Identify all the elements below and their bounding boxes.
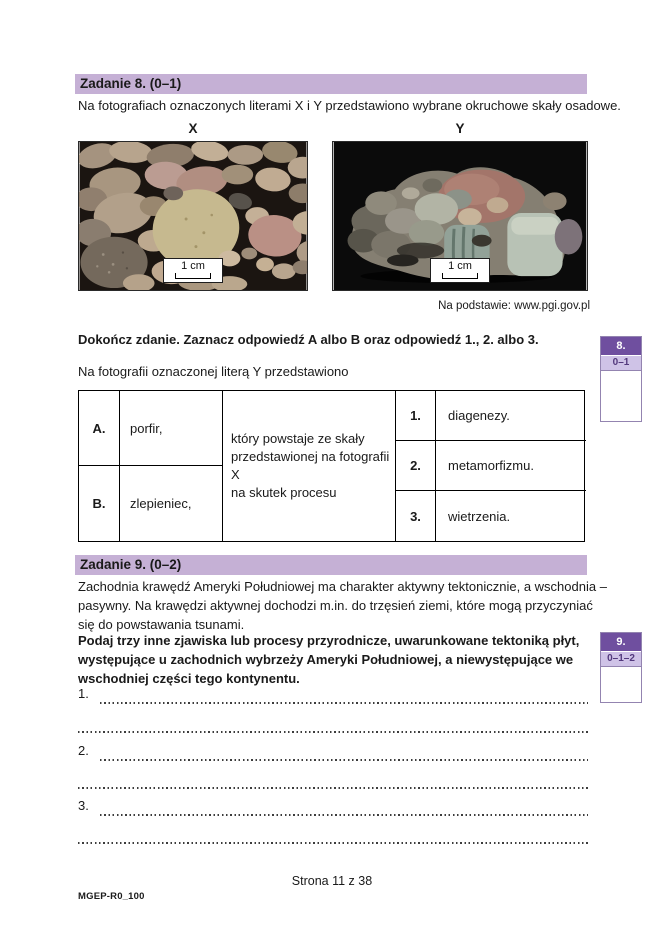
dotted-line: [78, 842, 588, 844]
task9-margin-number: 9.: [601, 633, 641, 651]
dotted-line: [100, 759, 588, 761]
task8-intro: Na fotografiach oznaczonych literami X i Y przedstawiono wybrane okruchowe skały osadowe.: [78, 98, 621, 113]
task9-intro: Zachodnia krawędź Ameryki Południowej ma charakter aktywny tektonicznie, a wschodnia – pasywny. Na krawędzi aktywnej dochodzi m.in. do trzęsień ziemi, które mogą przyczyniać się do powstawania tsunami.: [78, 579, 607, 632]
task8-header-label: Zadanie 8. (0–1): [80, 76, 182, 91]
option-2-text: metamorfizmu.: [436, 441, 586, 491]
answer-line-3b: [78, 830, 588, 844]
option-1-key: 1.: [396, 391, 436, 441]
answer-line-3: [78, 798, 588, 816]
answer-line-1-number: 1.: [78, 686, 89, 701]
task9-header-label: Zadanie 9. (0–2): [80, 557, 182, 572]
answer-line-1b: [78, 719, 588, 733]
page-number: Strona 11 z 38: [291, 874, 373, 888]
answer-line-1: [78, 686, 588, 704]
task9-margin-box: [600, 632, 642, 703]
task8-answer-table: [78, 390, 585, 542]
task8-stem: Na fotografii oznaczonej literą Y przedstawiono: [78, 364, 349, 379]
option-3-key: 3.: [396, 491, 436, 541]
option-2-key: 2.: [396, 441, 436, 491]
table-middle-text: który powstaje ze skały przedstawionej na fotografii X na skutek procesu: [223, 391, 396, 541]
answer-line-2b: [78, 775, 588, 789]
option-1-text: diagenezy.: [436, 391, 586, 441]
answer-line-2: [78, 743, 588, 761]
dotted-line: [100, 702, 588, 704]
photo-y-scalebar: [430, 258, 490, 283]
task9-margin-empty: [601, 666, 641, 702]
photo-x-scalebar: [163, 258, 223, 283]
photo-y-scale-label: 1 cm: [448, 260, 472, 272]
answer-line-3-number: 3.: [78, 798, 89, 813]
task8-instruction: Dokończ zdanie. Zaznacz odpowiedź A albo B oraz odpowiedź 1., 2. albo 3.: [78, 332, 539, 347]
option-a-key: A.: [79, 391, 120, 466]
photo-source: Na podstawie: www.pgi.gov.pl: [438, 300, 590, 312]
task8-margin-number: 8.: [601, 337, 641, 355]
exam-code: MGEP-R0_100: [78, 891, 145, 902]
answer-line-2-number: 2.: [78, 743, 89, 758]
task8-margin-score: 0–1: [601, 355, 641, 370]
option-b-key: B.: [79, 466, 120, 541]
task9-task: Podaj trzy inne zjawiska lub procesy przyrodnicze, uwarunkowane tektoniką płyt, występujące u zachodnich wybrzeży Ameryki Południowej, a niewystępujące we wschodniej części tego kontynentu.: [78, 633, 580, 686]
option-b-text: zlepieniec,: [120, 466, 223, 541]
dotted-line: [100, 814, 588, 816]
task8-margin-box: [600, 336, 642, 422]
task9-margin-score: 0–1–2: [601, 651, 641, 666]
dotted-line: [78, 731, 588, 733]
photo-x: [78, 141, 308, 291]
option-a-text: porfir,: [120, 391, 223, 466]
task8-margin-empty: [601, 370, 641, 421]
scale-bracket: [175, 273, 211, 279]
option-3-text: wietrzenia.: [448, 508, 511, 524]
photo-y-label: Y: [455, 121, 465, 136]
task9-header-bar: [75, 555, 587, 575]
task8-header-bar: [75, 74, 587, 94]
scale-bracket: [442, 273, 478, 279]
photo-x-scale-label: 1 cm: [181, 260, 205, 272]
dotted-line: [78, 787, 588, 789]
photo-y: [332, 141, 588, 291]
photo-x-label: X: [188, 121, 198, 136]
